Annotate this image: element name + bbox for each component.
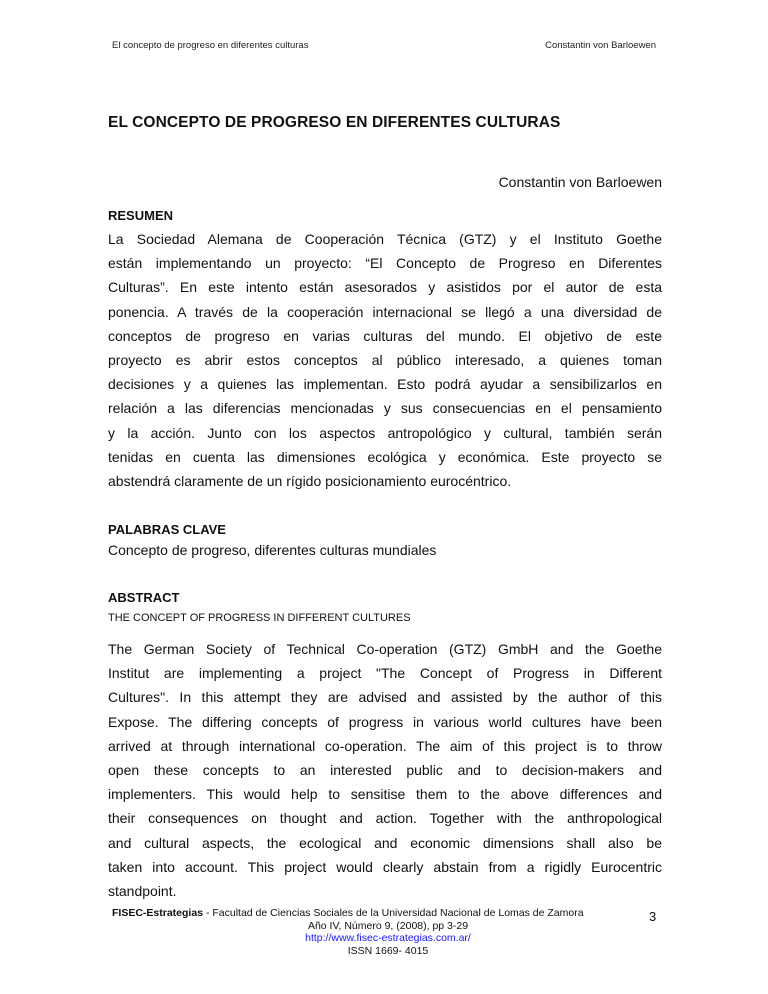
running-header-author: Constantin von Barloewen xyxy=(545,40,656,51)
abstract-line: taken into account. This project would clearly abstain from a rigidly Eurocentric xyxy=(108,858,662,875)
abstract-line: Expose. The differing concepts of progress in various world cultures have been xyxy=(108,713,662,730)
issn: ISSN 1669- 4015 xyxy=(347,944,429,957)
abstract-line: standpoint. xyxy=(108,882,177,899)
resumen-line: ponencia. A través de la cooperación internacional se llegó a una diversidad de xyxy=(108,303,662,320)
resumen-line: decisiones y a quienes las implementan. Esto podrá ayudar a sensibilizarlos en xyxy=(108,376,662,393)
page-footer xyxy=(112,907,664,957)
document-title: EL CONCEPTO DE PROGRESO EN DIFERENTES CULTURAS xyxy=(108,114,561,131)
running-header xyxy=(108,40,660,54)
resumen-heading: RESUMEN xyxy=(108,208,174,223)
issue-info: Año IV, Número 9, (2008), pp 3-29 xyxy=(307,919,469,932)
abstract-line: arrived at through international co-operation. The aim of this project is to throw xyxy=(108,737,662,754)
abstract-line: implementers. This would help to sensitise them to the above differences and xyxy=(108,786,662,803)
abstract-line: open these concepts to an interested public and to decision-makers and xyxy=(108,761,662,778)
journal-name: FISEC-Estrategias xyxy=(112,907,204,919)
resumen-body xyxy=(108,227,662,493)
footer-journal-line xyxy=(112,907,664,920)
abstract-line: their consequences on thought and action. Together with the anthropological xyxy=(108,810,662,827)
resumen-line: conceptos de progreso en varias culturas del mundo. El objetivo de este xyxy=(108,327,662,344)
resumen-line: proyecto es abrir estos conceptos al público interesado, a quienes toman xyxy=(108,351,662,368)
resumen-line: y la acción. Junto con los aspectos antropológico y cultural, también serán xyxy=(108,424,662,441)
abstract-subheading: THE CONCEPT OF PROGRESS IN DIFFERENT CULTURES xyxy=(108,612,411,624)
resumen-line: tenidas en cuenta las dimensiones ecológica y económica. Este proyecto se xyxy=(108,448,662,465)
author-name: Constantin von Barloewen xyxy=(498,174,662,190)
page-number: 3 xyxy=(649,909,657,924)
palabras-clave-body xyxy=(108,538,662,562)
abstract-body xyxy=(108,637,662,903)
abstract-line: The German Society of Technical Co-operation (GTZ) GmbH and the Goethe xyxy=(108,641,662,657)
running-header-title: El concepto de progreso en diferentes culturas xyxy=(112,40,309,51)
palabras-clave-heading: PALABRAS CLAVE xyxy=(108,522,226,537)
abstract-heading: ABSTRACT xyxy=(108,590,180,605)
abstract-line: Institut are implementing a project "The Concept of Progress in Different xyxy=(108,665,662,682)
keywords-text: Concepto de progreso, diferentes culturas mundiales xyxy=(108,542,437,558)
resumen-line: relación a las diferencias mencionadas y sus consecuencias en el pensamiento xyxy=(108,400,662,417)
abstract-line: Cultures". In this attempt they are advised and assisted by the author of this xyxy=(108,689,662,706)
institution-name: - Facultad de Ciencias Sociales de la Universidad Nacional de Lomas de Zamora xyxy=(203,907,584,919)
resumen-line: Culturas”. En este intento están asesorados y asistidos por el autor de esta xyxy=(108,279,662,296)
resumen-line: abstendrá claramente de un rígido posicionamiento eurocéntrico. xyxy=(108,472,512,489)
resumen-line: La Sociedad Alemana de Cooperación Técnica (GTZ) y el Instituto Goethe xyxy=(108,231,662,247)
resumen-line: están implementando un proyecto: “El Concepto de Progreso en Diferentes xyxy=(108,255,662,272)
abstract-line: and cultural aspects, the ecological and economic dimensions shall also be xyxy=(108,834,662,851)
journal-url-link[interactable]: http://www.fisec-estrategias.com.ar/ xyxy=(305,932,471,944)
